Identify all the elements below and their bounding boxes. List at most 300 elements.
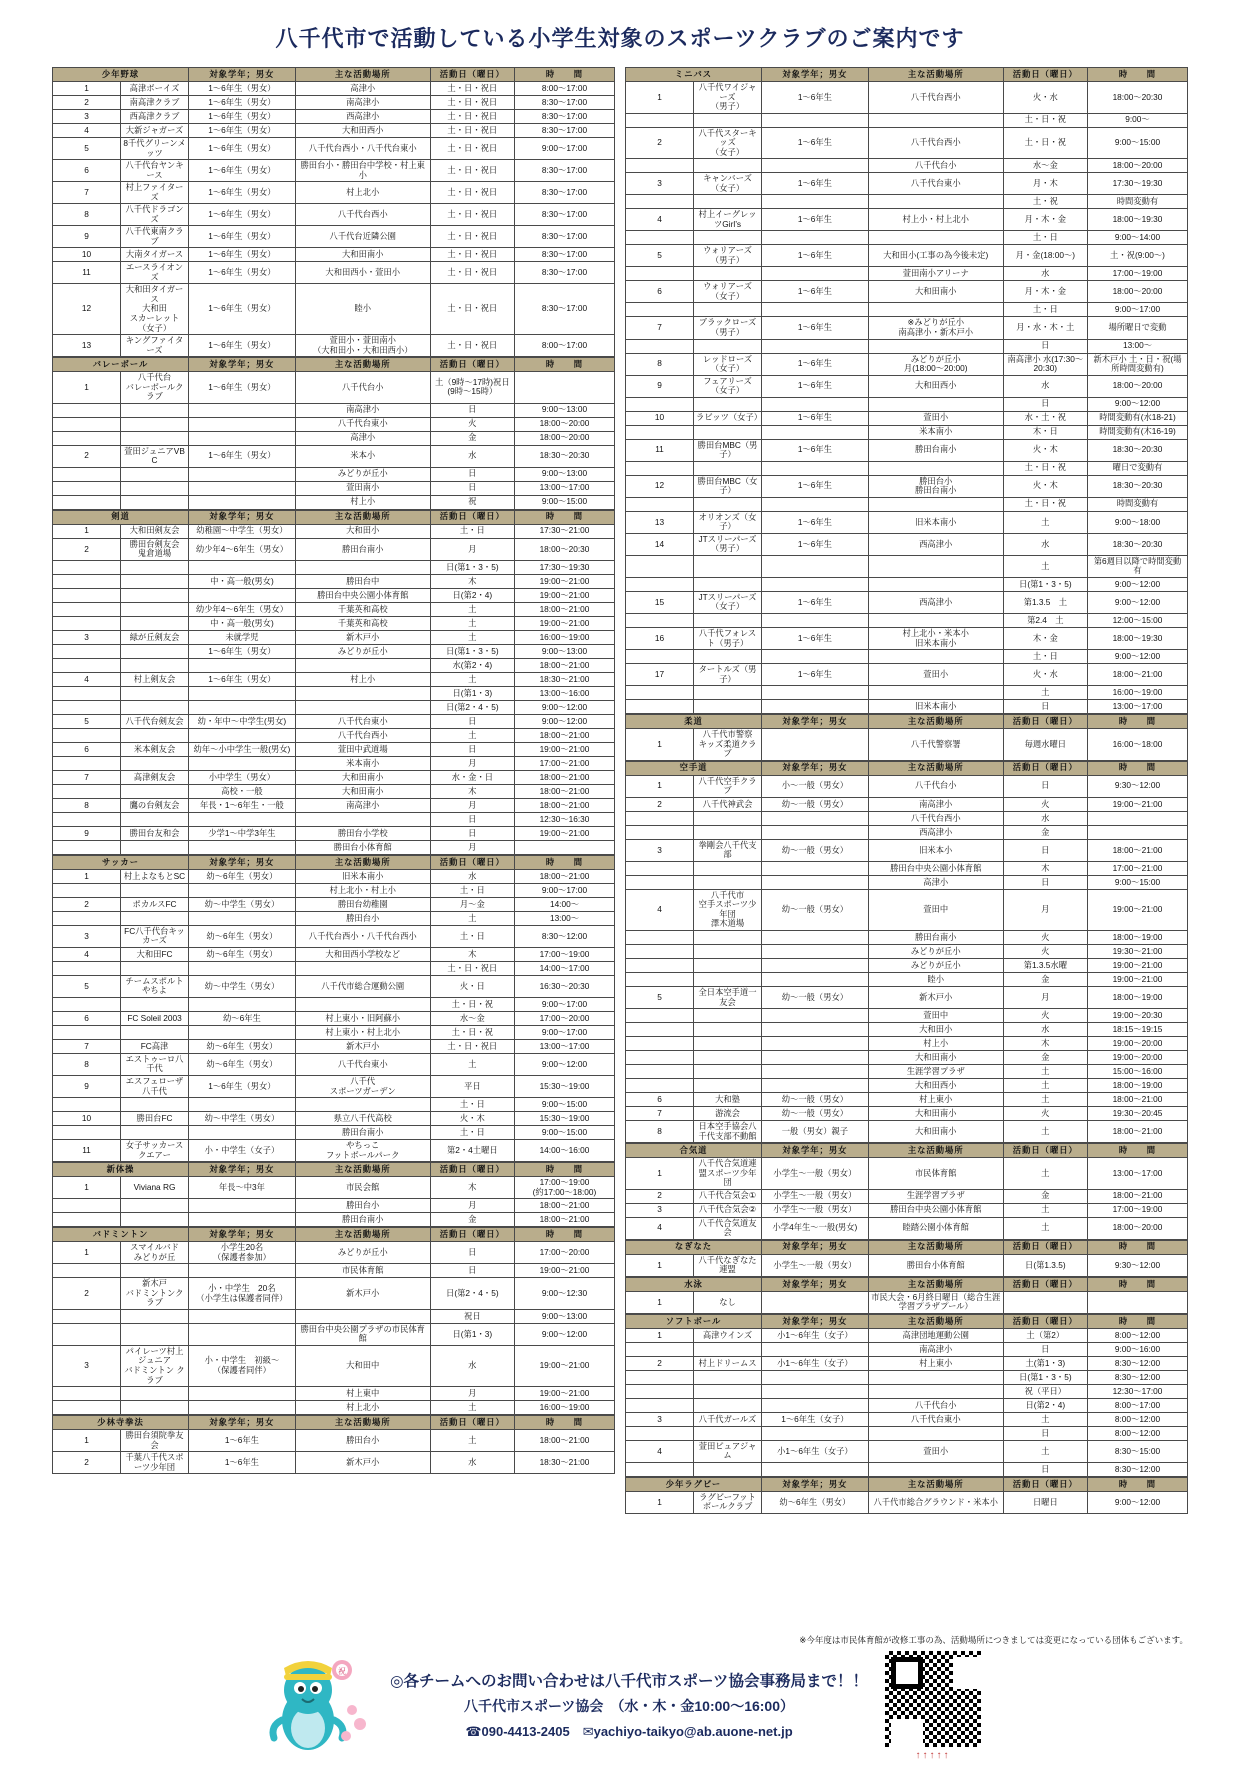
table-row (626, 317, 1188, 339)
cell-day: 水 (1003, 1023, 1087, 1037)
table-row (53, 284, 615, 335)
cell-club (121, 911, 189, 925)
cell-time: 9:00〜13:00 (514, 467, 614, 481)
row-number: 16 (626, 628, 694, 650)
cell-grade: 幼〜6年生（男女） (189, 925, 296, 947)
table-row (53, 1345, 615, 1386)
cell-club (694, 650, 762, 664)
column-header-time: 時 間 (1087, 1277, 1187, 1291)
cell-place: 村上北小 (295, 182, 430, 204)
cell-time: 17:00〜19:00 (1087, 267, 1187, 281)
cell-club: 高津ウインズ (694, 1328, 762, 1342)
cell-time: 8:30〜17:00 (514, 96, 614, 110)
cell-place (868, 1370, 1003, 1384)
table-row (626, 1254, 1188, 1276)
cell-grade: 1〜6年生 (762, 439, 869, 461)
section-header (626, 1240, 1188, 1254)
cell-day: 火 (1003, 1009, 1087, 1023)
section-title: バレーボール (53, 358, 189, 372)
cell-day: 日 (430, 481, 514, 495)
cell-grade (762, 425, 869, 439)
cell-place (868, 231, 1003, 245)
section-header (626, 761, 1188, 775)
cell-place: 米本南小 (868, 425, 1003, 439)
cell-time: 18:30〜20:30 (1087, 533, 1187, 555)
row-number (626, 700, 694, 714)
cell-place: 新木戸小 (868, 986, 1003, 1008)
cell-time: 14:00〜17:00 (514, 961, 614, 975)
cell-club (694, 1009, 762, 1023)
table-row (53, 1264, 615, 1278)
sport-table-少年ラグビー (625, 1477, 1188, 1514)
cell-day: 日 (1003, 875, 1087, 889)
cell-grade (189, 467, 296, 481)
cell-place (868, 577, 1003, 591)
table-row (626, 591, 1188, 613)
row-number (53, 961, 121, 975)
cell-place: 八千代台東小 (295, 417, 430, 431)
cell-day: 月 (1003, 889, 1087, 930)
table-row (53, 82, 615, 96)
cell-grade (762, 555, 869, 577)
column-header-day: 活動日（曜日） (430, 1228, 514, 1242)
cell-grade (189, 1264, 296, 1278)
sport-table-剣道 (52, 510, 615, 855)
cell-place (868, 303, 1003, 317)
cell-time: 9:00〜17:00 (514, 1025, 614, 1039)
cell-time: 18:00〜21:00 (1087, 1121, 1187, 1143)
cell-day: 日(第1・3) (430, 686, 514, 700)
cell-day: 日 (1003, 1426, 1087, 1440)
table-row (626, 1328, 1188, 1342)
cell-time: 18:00〜19:00 (1087, 930, 1187, 944)
table-row (626, 839, 1188, 861)
cell-time: 8:30〜15:00 (1087, 1440, 1187, 1462)
table-row (53, 686, 615, 700)
cell-grade (189, 756, 296, 770)
cell-day: 火・水 (1003, 82, 1087, 114)
table-row (53, 997, 615, 1011)
cell-place: 萱田小 (868, 664, 1003, 686)
cell-day: 土・日・祝 (1003, 497, 1087, 511)
column-header-day: 活動日（曜日） (1003, 1144, 1087, 1158)
table-row (53, 495, 615, 509)
cell-day: 月 (430, 1199, 514, 1213)
cell-day: 第2.4 土 (1003, 614, 1087, 628)
cell-time: 9:00〜17:00 (1087, 303, 1187, 317)
section-title: なぎなた (626, 1240, 762, 1254)
table-row (626, 1370, 1188, 1384)
cell-time: 16:30〜20:30 (514, 975, 614, 997)
cell-time: 9:00〜16:00 (1087, 1342, 1187, 1356)
cell-time: 16:00〜19:00 (514, 630, 614, 644)
cell-club: 大和田タイガース 大和田 スカーレット（女子） (121, 284, 189, 335)
row-number: 1 (626, 1328, 694, 1342)
cell-place: 村上東小・旧阿蘇小 (295, 1011, 430, 1025)
table-row (626, 209, 1188, 231)
cell-place: 千葉英和高校 (295, 602, 430, 616)
column-header-day: 活動日（曜日） (430, 855, 514, 869)
table-row (53, 826, 615, 840)
cell-club (694, 1037, 762, 1051)
section-title: 剣道 (53, 510, 189, 524)
cell-place: 萱田小・萱田南小 （大和田小・大和田西小） (295, 335, 430, 357)
cell-time: 8:00〜17:00 (1087, 1398, 1187, 1412)
cell-day: 日 (430, 826, 514, 840)
column-header-grade: 対象学年；男女 (762, 1240, 869, 1254)
cell-club: 八千代市警察 キッズ柔道クラブ (694, 729, 762, 761)
section-title: 水泳 (626, 1277, 762, 1291)
cell-grade (189, 658, 296, 672)
table-row (53, 770, 615, 784)
cell-time: 9:00〜12:30 (514, 1278, 614, 1310)
row-number (53, 431, 121, 445)
cell-grade: 中・高一般(男女) (189, 574, 296, 588)
cell-time: 13:00〜17:00 (514, 481, 614, 495)
cell-time: 18:15〜19:15 (1087, 1023, 1187, 1037)
cell-time: 19:30〜21:00 (1087, 944, 1187, 958)
cell-club: 大和田FC (121, 947, 189, 961)
cell-grade: 1〜6年生 (762, 591, 869, 613)
cell-grade (189, 812, 296, 826)
cell-day: 第2・4土曜日 (430, 1140, 514, 1162)
cell-day: 月・金(18:00〜) (1003, 245, 1087, 267)
table-row (626, 533, 1188, 555)
cell-place (295, 560, 430, 574)
cell-time: 13:00〜 (1087, 339, 1187, 353)
row-number: 5 (626, 245, 694, 267)
cell-place: 新木戸小 (295, 1278, 430, 1310)
cell-club: 八千代フォレスト（男子） (694, 628, 762, 650)
cell-time: 18:30〜21:00 (514, 1452, 614, 1474)
cell-club: エースライオンズ (121, 262, 189, 284)
cell-time: 時間変動有 (1087, 497, 1187, 511)
row-number: 5 (53, 714, 121, 728)
cell-place: 村上東小 (868, 1093, 1003, 1107)
cell-grade (762, 700, 869, 714)
cell-time: 19:00〜21:00 (514, 1264, 614, 1278)
cell-club (694, 1462, 762, 1476)
cell-place: 村上小 (295, 495, 430, 509)
cell-place: 八千代市総合運動公園 (295, 975, 430, 997)
left-column (52, 67, 615, 1474)
cell-day: 南高津小 水(17:30〜20:30) (1003, 353, 1087, 375)
section-header (53, 68, 615, 82)
cell-grade (762, 1079, 869, 1093)
table-row (626, 511, 1188, 533)
cell-club: 拳剛会八千代支部 (694, 839, 762, 861)
cell-place: 西高津小 (868, 591, 1003, 613)
cell-day: 日 (430, 1242, 514, 1264)
row-number (53, 560, 121, 574)
cell-day: 水〜金 (430, 1011, 514, 1025)
table-row (626, 1217, 1188, 1239)
cell-time: 13:00〜17:00 (1087, 700, 1187, 714)
cell-club (694, 577, 762, 591)
cell-club: ブラックローズ（男子） (694, 317, 762, 339)
cell-club (121, 1025, 189, 1039)
table-row (626, 889, 1188, 930)
column-header-grade: 対象学年；男女 (762, 761, 869, 775)
cell-grade: 1〜6年生 (762, 664, 869, 686)
row-number: 7 (53, 770, 121, 784)
row-number (626, 1079, 694, 1093)
cell-day: 月 (430, 798, 514, 812)
table-row (53, 975, 615, 997)
cell-time: 18:00〜21:00 (1087, 1093, 1187, 1107)
cell-place: 八千代台東小 (295, 1053, 430, 1075)
row-number (626, 1009, 694, 1023)
row-number (626, 577, 694, 591)
table-row (626, 628, 1188, 650)
cell-grade: 少学1〜中学3年生 (189, 826, 296, 840)
row-number: 4 (626, 1217, 694, 1239)
cell-grade (189, 495, 296, 509)
cell-day: 水〜金 (1003, 159, 1087, 173)
cell-grade (189, 1199, 296, 1213)
cell-place: 睦小 (868, 972, 1003, 986)
cell-grade: 1〜6年生（男女） (189, 445, 296, 467)
cell-club (694, 425, 762, 439)
cell-club: 八千代空手クラブ (694, 775, 762, 797)
column-header-day: 活動日（曜日） (1003, 1477, 1087, 1491)
table-row (626, 686, 1188, 700)
cell-grade (762, 1037, 869, 1051)
cell-club: パイレーツ村上ジュニア バドミントン クラブ (121, 1345, 189, 1386)
cell-grade: 1〜6年生 (762, 82, 869, 114)
cell-grade: 幼〜一般（男女） (762, 889, 869, 930)
cell-day: 日 (1003, 1462, 1087, 1476)
cell-grade: 小・中学生 初級〜 （保護者同伴） (189, 1345, 296, 1386)
cell-day: 土 (1003, 555, 1087, 577)
cell-day: 木・金 (1003, 628, 1087, 650)
row-number: 5 (53, 138, 121, 160)
cell-day (1003, 1291, 1087, 1313)
cell-grade: 1〜6年生（女子） (762, 1412, 869, 1426)
cell-place: 八千代台小 (295, 372, 430, 404)
cell-club (121, 417, 189, 431)
arrow-marks: ↑↑↑↑↑ (915, 1750, 951, 1761)
table-row (53, 1452, 615, 1474)
cell-place: 大和田小 (295, 524, 430, 538)
sport-table-合気道 (625, 1143, 1188, 1240)
cell-day: 第1.3.5 土 (1003, 591, 1087, 613)
cell-club: エストゥーロ八千代 (121, 1053, 189, 1075)
cell-day: 土・日・祝日 (430, 961, 514, 975)
contact-block (390, 1669, 868, 1740)
table-row (626, 159, 1188, 173)
cell-day: 土 (1003, 1065, 1087, 1079)
table-row (53, 1242, 615, 1264)
cell-grade: 一般（男女）親子 (762, 1121, 869, 1143)
cell-grade: 1〜6年生 (762, 353, 869, 375)
cell-place: 勝田台中央公園小体育館 (868, 861, 1003, 875)
cell-place: 八千代警察署 (868, 729, 1003, 761)
table-row (53, 1025, 615, 1039)
row-number (626, 958, 694, 972)
column-header-grade: 対象学年；男女 (762, 715, 869, 729)
cell-club: 八千代神武会 (694, 797, 762, 811)
row-number (626, 113, 694, 127)
column-header-grade: 対象学年；男女 (762, 1144, 869, 1158)
cell-time: 18:30〜20:30 (1087, 439, 1187, 461)
cell-club: 8千代グリーンメッツ (121, 138, 189, 160)
cell-grade (762, 497, 869, 511)
cell-grade: 1〜6年生（男女） (189, 672, 296, 686)
cell-time: 9:00〜13:00 (514, 1309, 614, 1323)
cell-time: 19:00〜20:30 (1087, 1009, 1187, 1023)
cell-grade: 幼〜一般（男女） (762, 839, 869, 861)
cell-club (121, 840, 189, 854)
cell-grade: 幼〜6年生 (189, 1011, 296, 1025)
table-row (626, 797, 1188, 811)
cell-grade: 高校・一般 (189, 784, 296, 798)
table-row (626, 650, 1188, 664)
cell-time: 13:00〜17:00 (514, 1039, 614, 1053)
cell-day: 土・日・祝 (430, 997, 514, 1011)
row-number (626, 159, 694, 173)
cell-place: 大和田西小学校など (295, 947, 430, 961)
cell-club: 村上ファイターズ (121, 182, 189, 204)
table-row (53, 1401, 615, 1415)
cell-grade (762, 861, 869, 875)
sport-table-サッカー (52, 855, 615, 1162)
cell-place: みどりが丘小 (295, 644, 430, 658)
cell-grade: 幼年〜小中学生一般(男女) (189, 742, 296, 756)
table-row (626, 425, 1188, 439)
cell-place: 睦踏公園小体育館 (868, 1217, 1003, 1239)
cell-grade: 幼〜一般（男女） (762, 986, 869, 1008)
table-row (626, 664, 1188, 686)
cell-club: ウォリアーズ（男子） (694, 245, 762, 267)
cell-club: 米本剣友会 (121, 742, 189, 756)
cell-club: スマイルバド みどりが丘 (121, 1242, 189, 1264)
cell-club (694, 113, 762, 127)
cell-day: 土・日 (430, 883, 514, 897)
row-number (626, 1462, 694, 1476)
cell-time: 18:00〜20:00 (1087, 159, 1187, 173)
row-number: 2 (53, 1278, 121, 1310)
row-number: 8 (53, 798, 121, 812)
row-number (626, 944, 694, 958)
cell-time: 9:00〜12:00 (1087, 591, 1187, 613)
cell-grade: 1〜6年生（男女） (189, 372, 296, 404)
cell-time: 9:00〜13:00 (514, 644, 614, 658)
sport-table-バドミントン (52, 1227, 615, 1415)
column-header-grade: 対象学年；男女 (189, 855, 296, 869)
cell-grade (189, 431, 296, 445)
two-column-layout (0, 67, 1240, 1514)
row-number (53, 574, 121, 588)
cell-time: 18:00〜19:00 (1087, 986, 1187, 1008)
cell-day: 月 (430, 840, 514, 854)
cell-grade: 小1〜6年生（女子） (762, 1328, 869, 1342)
table-row (626, 986, 1188, 1008)
row-number: 6 (626, 1093, 694, 1107)
cell-grade: 幼〜中学生（男女） (189, 975, 296, 997)
table-row (53, 1323, 615, 1345)
cell-grade (762, 875, 869, 889)
row-number (53, 658, 121, 672)
cell-day: 金 (1003, 1189, 1087, 1203)
table-row (53, 1076, 615, 1098)
cell-club: エスフェローザ 八千代 (121, 1076, 189, 1098)
cell-grade (762, 1370, 869, 1384)
table-row (53, 467, 615, 481)
row-number: 2 (53, 897, 121, 911)
cell-place: 市民体育館 (295, 1264, 430, 1278)
cell-club (121, 658, 189, 672)
cell-time: 12:30〜16:30 (514, 812, 614, 826)
cell-grade: 1〜6年生 (762, 411, 869, 425)
cell-grade: 1〜6年生（男女） (189, 335, 296, 357)
cell-place: 生涯学習プラザ (868, 1065, 1003, 1079)
row-number (53, 644, 121, 658)
cell-day: 火 (1003, 944, 1087, 958)
cell-place: 勝田台小 (295, 1430, 430, 1452)
cell-grade: 1〜6年生（男女） (189, 138, 296, 160)
column-header-day: 活動日（曜日） (1003, 761, 1087, 775)
table-row (626, 1158, 1188, 1190)
table-row (53, 1053, 615, 1075)
cell-time: 8:00〜12:00 (1087, 1426, 1187, 1440)
cell-place: 大和田西小 (295, 124, 430, 138)
row-number (626, 1384, 694, 1398)
cell-time: 18:00〜21:00 (514, 798, 614, 812)
column-header-place: 主な活動場所 (295, 510, 430, 524)
column-header-time: 時 間 (1087, 1477, 1187, 1491)
table-row (53, 911, 615, 925)
section-title: バドミントン (53, 1228, 189, 1242)
table-row (626, 577, 1188, 591)
cell-grade (189, 1401, 296, 1415)
cell-club (121, 728, 189, 742)
row-number: 6 (53, 1011, 121, 1025)
cell-time: 9:00〜13:00 (514, 403, 614, 417)
cell-grade (762, 397, 869, 411)
row-number: 2 (53, 1452, 121, 1474)
cell-club: 南高津クラブ (121, 96, 189, 110)
cell-time: 9:00〜18:00 (1087, 511, 1187, 533)
cell-grade (762, 1009, 869, 1023)
sport-table-空手道 (625, 761, 1188, 1143)
table-row (626, 825, 1188, 839)
cell-place: 西高津小 (868, 533, 1003, 555)
cell-time: 9:00〜12:00 (514, 1053, 614, 1075)
cell-club (121, 1199, 189, 1213)
cell-place: 大和田南小 (295, 248, 430, 262)
table-row (53, 96, 615, 110)
cell-grade: 1〜6年生（男女） (189, 262, 296, 284)
cell-day: 土・日・祝日 (430, 182, 514, 204)
table-row (626, 375, 1188, 397)
cell-grade (762, 729, 869, 761)
cell-day: 土 (430, 1053, 514, 1075)
cell-time: 13:00〜16:00 (514, 686, 614, 700)
cell-place: 勝田台南小 (868, 439, 1003, 461)
cell-club (694, 1370, 762, 1384)
cell-day: 木 (1003, 861, 1087, 875)
cell-grade (189, 700, 296, 714)
row-number: 3 (53, 630, 121, 644)
cell-place: 南高津小 (868, 797, 1003, 811)
cell-time: 18:30〜20:30 (1087, 475, 1187, 497)
cell-place: 旧米本南小 (868, 700, 1003, 714)
cell-grade (189, 1025, 296, 1039)
footer-note: ※今年度は市民体育館が改修工事の為、活動場所につきましては変更になっている団体もございます。 (799, 1635, 1188, 1645)
cell-place: 西高津小 (868, 825, 1003, 839)
row-number (53, 1199, 121, 1213)
